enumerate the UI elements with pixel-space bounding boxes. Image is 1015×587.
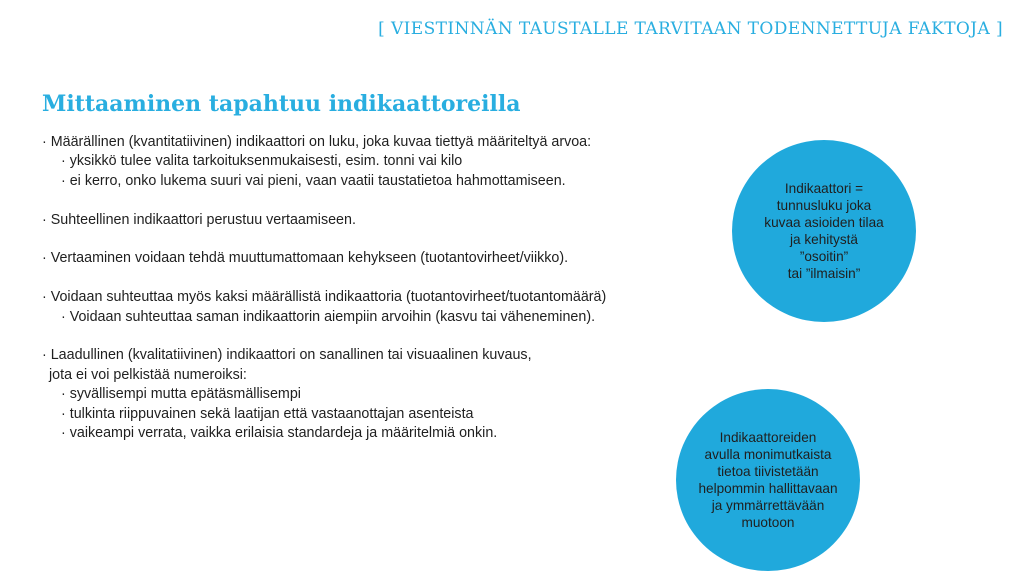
bullet-qualitative-continuation: jota ei voi pelkistää numeroiksi: <box>49 366 247 383</box>
circle-line: avulla monimutkaista <box>704 447 832 462</box>
bullet-qualitative: · Laadullinen (kvalitatiivinen) indikaattori on sanallinen tai visuaalinen kuvaus, <box>42 347 532 364</box>
section-header: [ VIESTINNÄN TAUSTALLE TARVITAAN TODENNETTUJA FAKTOJA ] <box>378 19 1003 39</box>
sub-bullet-interpretation: · tulkinta riippuvainen sekä laatijan että vastaanottajan asenteista <box>61 405 474 422</box>
summary-circle <box>676 389 860 571</box>
sub-bullet-previous-values: · Voidaan suhteuttaa saman indikaattorin aiempiin arvoihin (kasvu tai väheneminen). <box>61 308 596 325</box>
bullet-relative: · Suhteellinen indikaattori perustuu vertaamiseen. <box>42 211 356 228</box>
circle-line: ja kehitystä ”osoitin” <box>789 232 858 264</box>
spacer <box>42 327 702 346</box>
sub-bullet-needs-context: · ei kerro, onko lukema suuri vai pieni, vaan vaatii taustatietoa hahmottamiseen. <box>61 172 566 189</box>
spacer <box>42 269 702 288</box>
bullet-two-indicators: · Voidaan suhteuttaa myös kaksi määrällistä indikaattoria (tuotantovirheet/tuotantomäärä) <box>42 289 607 306</box>
sub-bullet-unit-choice: · yksikkö tulee valita tarkoituksenmukaisesti, esim. tonni vai kilo <box>61 153 463 170</box>
definition-circle <box>732 140 916 322</box>
circle-line: helpommin hallittavaan <box>698 481 838 496</box>
definition-circle-text <box>764 180 884 282</box>
circle-line: Indikaattoreiden <box>719 430 817 445</box>
bullet-fixed-frame: · Vertaaminen voidaan tehdä muuttumattomaan kehykseen (tuotantovirheet/viikko). <box>42 250 569 267</box>
sub-bullet-harder-compare: · vaikeampi verrata, vaikka erilaisia standardeja ja määritelmiä onkin. <box>61 425 498 442</box>
spacer <box>42 191 702 210</box>
bullet-list <box>42 133 702 443</box>
circle-line: tunnusluku joka <box>776 198 872 213</box>
summary-circle-text <box>698 429 838 531</box>
circle-line: muotoon <box>741 515 795 530</box>
circle-line: Indikaattori = <box>784 181 864 196</box>
circle-line: kuvaa asioiden tilaa <box>764 215 884 230</box>
circle-line: tietoa tiivistetään <box>717 464 819 479</box>
sub-bullet-deeper: · syvällisempi mutta epätäsmällisempi <box>61 386 301 403</box>
circle-line: tai ”ilmaisin” <box>787 266 861 281</box>
bullet-quantitative: · Määrällinen (kvantitatiivinen) indikaattori on luku, joka kuvaa tiettyä määriteltyä arvoa: <box>42 134 592 150</box>
circle-line: ja ymmärrettävään <box>711 498 825 513</box>
slide-title: Mittaaminen tapahtuu indikaattoreilla <box>42 91 521 117</box>
spacer <box>42 230 702 249</box>
